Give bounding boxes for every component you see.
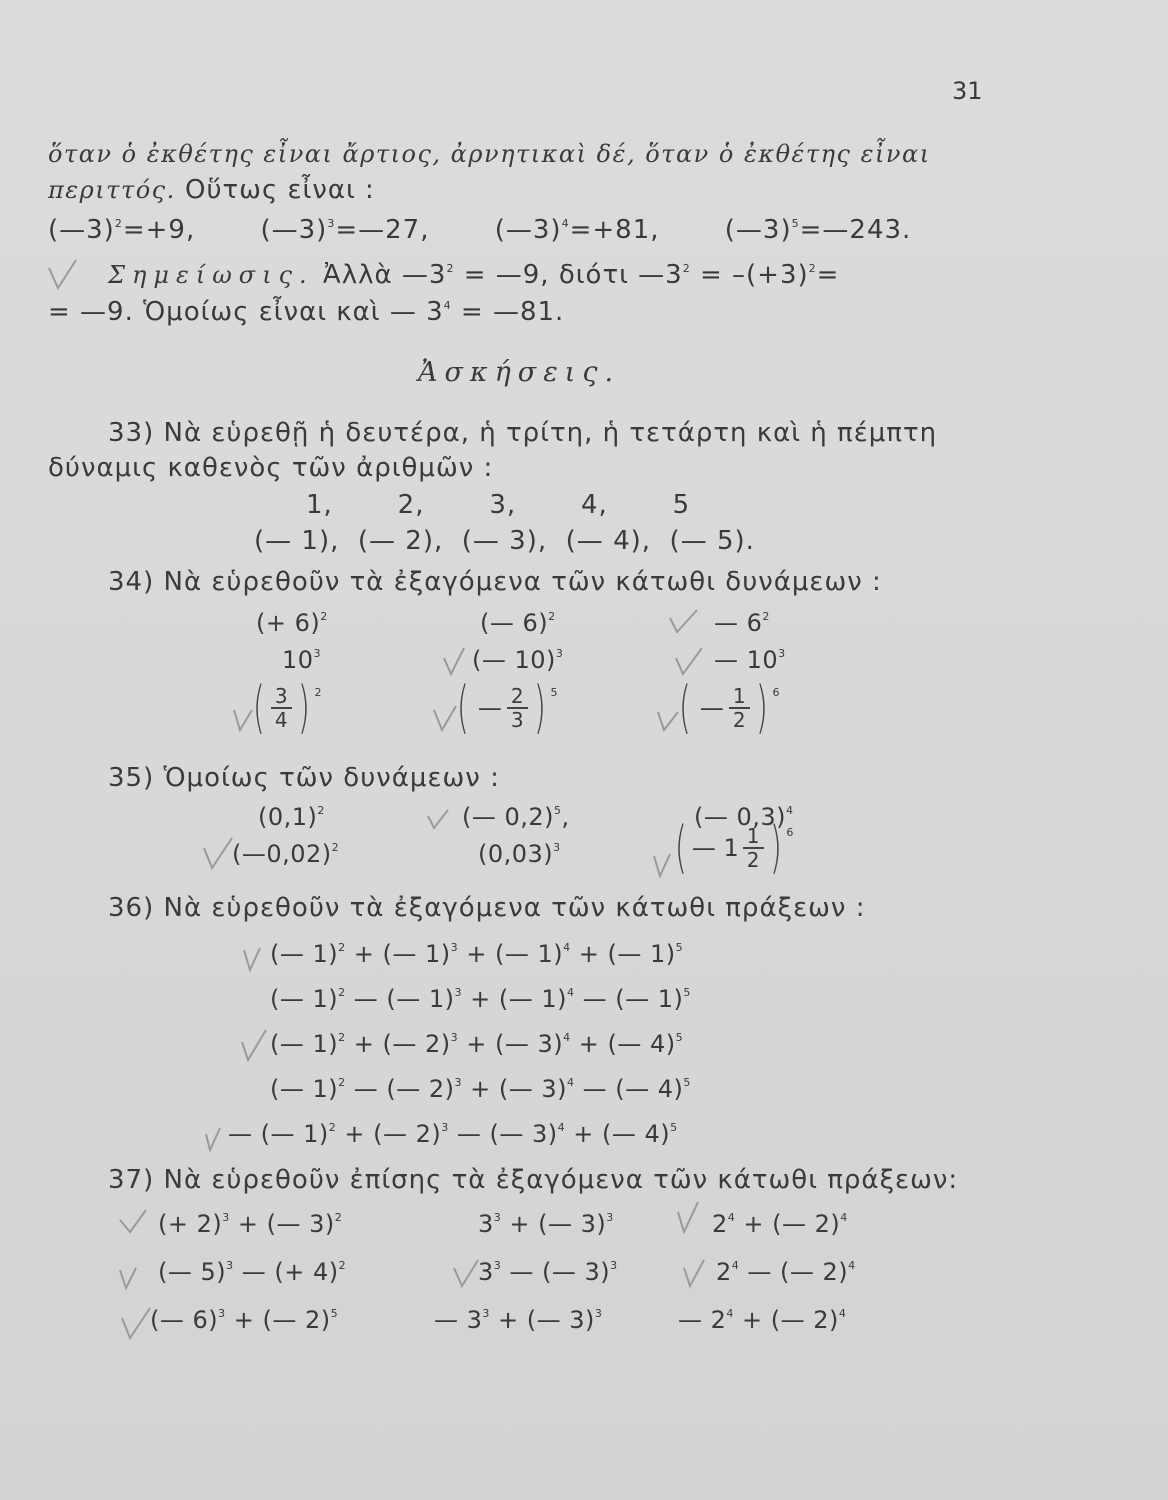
power-term: 3: [478, 1258, 494, 1286]
power-exp: 4: [727, 1211, 736, 1224]
note-exp: 4: [443, 299, 452, 312]
power-exp: 4: [848, 1259, 856, 1272]
numerator: 1: [743, 825, 764, 849]
power-exp: 2: [317, 804, 325, 817]
note-label: Σημείωσις.: [108, 261, 314, 289]
power-exp: 5: [550, 686, 558, 699]
right-paren: ): [769, 815, 782, 880]
power-exp: 3: [778, 647, 786, 660]
minus-sign: —: [699, 694, 724, 722]
ex33-line-1: 33) Νὰ εὑρεθῇ ἡ δευτέρα, ἡ τρίτη, ἡ τετάρτη καὶ ἡ πέμπτη: [108, 418, 938, 448]
power-exp: 2: [334, 1211, 343, 1224]
left-paren: (: [674, 815, 687, 880]
power-exp: 3: [610, 1259, 618, 1272]
power-term: — (— 1): [574, 985, 684, 1013]
pencil-check-icon: [672, 644, 706, 678]
power-base: (— 6): [480, 609, 549, 637]
pencil-check-icon: [666, 604, 700, 638]
power-exp: 4: [840, 1211, 848, 1224]
power-exp: 3: [555, 647, 564, 660]
ex37-expression: [478, 1258, 618, 1286]
numerator: 1: [729, 685, 750, 709]
page-number: 31: [952, 77, 983, 105]
power-term: (— 1): [270, 940, 339, 968]
power-term: 3: [478, 1210, 494, 1238]
power-exp: 5: [670, 1121, 678, 1134]
power-term: + (— 1): [345, 940, 451, 968]
power-term: + (— 1): [570, 940, 676, 968]
power-exp: 4: [563, 941, 571, 954]
power-exp: 3: [313, 647, 322, 660]
left-paren: (: [678, 675, 691, 740]
example-base: (—3): [260, 215, 328, 245]
power-term: + (— 3): [229, 1210, 335, 1238]
power-exp: 3: [218, 1307, 226, 1320]
note-line-2: [48, 297, 564, 327]
intro-examples: [48, 215, 911, 245]
power-exp: 4: [567, 986, 575, 999]
ex34-item: [714, 609, 770, 637]
power-base: 10: [282, 646, 314, 674]
note-text: = —9, διότι —3: [454, 260, 683, 290]
fraction-power: [452, 675, 558, 740]
power-exp: 5: [683, 1076, 691, 1089]
pencil-check-icon: [440, 644, 474, 678]
pencil-check-icon: [674, 1200, 708, 1234]
power-exp: 2: [762, 610, 770, 623]
note-text: Ἀλλὰ —3: [313, 260, 447, 290]
whole-part: — 1: [691, 834, 739, 862]
ex33-row-2: (— 1), (— 2), (— 3), (— 4), (— 5).: [254, 526, 755, 556]
fraction: [507, 685, 528, 731]
fraction: [271, 685, 292, 731]
example-result: =+81,: [569, 215, 660, 245]
power-term: (— 5): [158, 1258, 227, 1286]
fraction: [729, 685, 750, 731]
power-term: (— 1): [270, 985, 339, 1013]
power-term: + (— 3): [462, 1075, 568, 1103]
power-exp: 2: [328, 1121, 337, 1134]
ex35-item: [232, 840, 339, 868]
power-exp: 4: [731, 1259, 740, 1272]
power-base: — 10: [714, 646, 779, 674]
ex35-item: [258, 803, 325, 831]
power-exp: 3: [441, 1121, 449, 1134]
power-term: 2: [716, 1258, 732, 1286]
minus-sign: —: [477, 694, 502, 722]
power-term: 2: [712, 1210, 728, 1238]
note-text: =: [816, 260, 840, 290]
power-exp: 2: [338, 1076, 346, 1089]
power-term: + (— 4): [570, 1030, 676, 1058]
power-exp: 3: [450, 1031, 459, 1044]
power-term: + (— 1): [458, 940, 564, 968]
power-base: (— 10): [472, 646, 556, 674]
ex37-expression: [716, 1258, 856, 1286]
power-exp: 3: [493, 1211, 502, 1224]
ex34-item: [472, 646, 563, 674]
power-exp: 6: [786, 826, 794, 839]
denominator: 4: [274, 708, 288, 732]
example-1: [48, 215, 195, 245]
power-term: (+ 2): [158, 1210, 223, 1238]
numerator: 2: [507, 685, 528, 709]
intro-text: Οὕτως εἶναι :: [175, 175, 375, 205]
intro-italic-word: περιττός.: [48, 176, 176, 204]
pencil-check-icon: [116, 1206, 150, 1240]
ex37-expression: [158, 1210, 342, 1238]
punctuation: ,: [561, 803, 570, 831]
numerator: 3: [271, 685, 292, 709]
power-exp: 3: [450, 941, 459, 954]
power-term: — (— 3): [501, 1258, 611, 1286]
power-term: + (— 4): [565, 1120, 671, 1148]
power-term: + (— 3): [501, 1210, 607, 1238]
power-exp: 3: [222, 1211, 230, 1224]
ex34-item: [256, 609, 328, 637]
ex37-expression: [158, 1258, 346, 1286]
pencil-check-icon: [118, 1306, 152, 1340]
power-term: — (— 3): [448, 1120, 558, 1148]
intro-line-2: [48, 175, 375, 205]
ex36-expression: [228, 1120, 678, 1148]
power-term: — (— 1): [345, 985, 455, 1013]
power-term: + (— 3): [458, 1030, 564, 1058]
ex36-expression: [270, 940, 683, 968]
note-text: = —81.: [451, 297, 565, 327]
power-term: + (— 1): [462, 985, 568, 1013]
pencil-check-icon: [200, 836, 234, 870]
power-exp: 4: [838, 1307, 847, 1320]
note-text: = —9. Ὁμοίως εἶναι καὶ — 3: [48, 297, 444, 327]
power-base: (— 0,3): [694, 803, 787, 831]
note-exp: 2: [808, 262, 817, 275]
power-exp: 2: [548, 610, 556, 623]
denominator: 3: [510, 708, 524, 732]
power-exp: 4: [563, 1031, 571, 1044]
power-exp: 3: [454, 1076, 463, 1089]
ex37-expression: [478, 1210, 614, 1238]
fraction-power: [248, 675, 322, 740]
ex37-expression: [150, 1306, 338, 1334]
example-exp: 5: [791, 217, 800, 230]
power-exp: 3: [594, 1307, 603, 1320]
power-exp: 5: [683, 986, 691, 999]
right-paren: ): [533, 675, 546, 740]
denominator: 2: [746, 848, 760, 872]
ex35-heading: 35) Ὁμοίως τῶν δυνάμεων :: [108, 763, 500, 793]
power-base: (0,1): [258, 803, 318, 831]
ex37-heading: 37) Νὰ εὑρεθοῦν ἐπίσης τὰ ἐξαγόμενα τῶν κάτωθι πράξεων:: [108, 1165, 959, 1195]
power-term: (— 6): [150, 1306, 219, 1334]
example-base: (—3): [48, 215, 115, 245]
power-exp: 4: [786, 804, 794, 817]
power-exp: 2: [320, 610, 328, 623]
power-exp: 3: [553, 841, 561, 854]
pencil-check-icon: [422, 802, 456, 836]
note-line-1: [108, 260, 839, 290]
example-exp: 4: [561, 217, 570, 230]
power-term: + (— 2): [225, 1306, 331, 1334]
intro-line-1: ὅταν ὁ ἐκθέτης εἶναι ἄρτιος, ἀρνητικαὶ δέ, ὅταν ὁ ἐκθέτης εἶναι: [48, 140, 931, 168]
power-term: — (+ 4): [233, 1258, 339, 1286]
ex34-item: [282, 646, 321, 674]
power-term: — (— 2): [739, 1258, 849, 1286]
power-exp: 5: [554, 804, 562, 817]
ex33-row-1: 1, 2, 3, 4, 5: [306, 490, 691, 520]
ex35-item: [462, 803, 570, 831]
example-exp: 2: [114, 217, 123, 230]
right-paren: ): [297, 675, 310, 740]
power-exp: 3: [482, 1307, 490, 1320]
power-exp: 5: [675, 941, 684, 954]
fraction-power: [674, 675, 780, 740]
example-3: [495, 215, 660, 245]
power-base: — 6: [714, 609, 763, 637]
pencil-check-icon: [116, 1258, 150, 1292]
power-exp: 5: [330, 1307, 339, 1320]
power-exp: 6: [772, 686, 780, 699]
ex36-expression: [270, 1075, 691, 1103]
power-base: (+ 6): [256, 609, 321, 637]
ex37-expression: [434, 1306, 602, 1334]
ex35-item: [478, 840, 561, 868]
ex37-expression: [712, 1210, 848, 1238]
power-term: — (— 4): [574, 1075, 684, 1103]
denominator: 2: [732, 708, 746, 732]
power-base: (—0,02): [232, 840, 332, 868]
power-exp: 2: [338, 1031, 346, 1044]
fraction: [743, 825, 764, 871]
power-term: + (— 2): [733, 1306, 839, 1334]
pencil-check-icon: [46, 258, 80, 292]
example-result: =—27,: [335, 215, 430, 245]
power-term: — (— 1): [228, 1120, 329, 1148]
power-exp: 4: [726, 1307, 734, 1320]
ex36-expression: [270, 1030, 683, 1058]
ex34-item: [480, 609, 556, 637]
power-base: (— 0,2): [462, 803, 555, 831]
power-exp: 2: [331, 841, 340, 854]
power-exp: 4: [557, 1121, 566, 1134]
example-base: (—3): [494, 215, 562, 245]
ex34-heading: 34) Νὰ εὑρεθοῦν τὰ ἐξαγόμενα τῶν κάτωθι δυνάμεων :: [108, 567, 882, 597]
pencil-check-icon: [238, 940, 272, 974]
example-result: =+9,: [122, 215, 196, 245]
ex36-expression: [270, 985, 691, 1013]
left-paren: (: [456, 675, 469, 740]
power-exp: 2: [314, 686, 322, 699]
example-base: (—3): [724, 215, 792, 245]
example-result: =—243.: [799, 215, 912, 245]
ex33-line-2: δύναμις καθενὸς τῶν ἀριθμῶν :: [48, 453, 494, 483]
power-exp: 2: [338, 1259, 347, 1272]
power-exp: 4: [567, 1076, 575, 1089]
left-paren: (: [252, 675, 265, 740]
power-term: — 3: [434, 1306, 483, 1334]
power-term: + (— 3): [489, 1306, 595, 1334]
note-text: = –(+3): [690, 260, 809, 290]
power-exp: 2: [338, 986, 346, 999]
power-term: (— 1): [270, 1030, 339, 1058]
note-exp: 2: [446, 262, 455, 275]
ex34-item: [714, 646, 786, 674]
power-term: + (— 2): [735, 1210, 841, 1238]
power-exp: 5: [675, 1031, 684, 1044]
power-exp: 3: [454, 986, 463, 999]
power-exp: 3: [226, 1259, 234, 1272]
power-exp: 3: [606, 1211, 614, 1224]
power-term: — (— 2): [345, 1075, 455, 1103]
power-base: (0,03): [478, 840, 554, 868]
power-term: — 2: [678, 1306, 727, 1334]
example-2: [261, 215, 430, 245]
pencil-check-icon: [236, 1028, 270, 1062]
example-4: [725, 215, 912, 245]
ex37-expression: [678, 1306, 846, 1334]
power-term: + (— 2): [345, 1030, 451, 1058]
note-exp: 2: [682, 262, 691, 275]
pencil-check-icon: [680, 1256, 714, 1290]
power-exp: 2: [338, 941, 346, 954]
power-term: + (— 2): [336, 1120, 442, 1148]
ex36-heading: 36) Νὰ εὑρεθοῦν τὰ ἐξαγόμενα τῶν κάτωθι πράξεων :: [108, 893, 866, 923]
power-exp: 3: [493, 1259, 502, 1272]
example-exp: 3: [327, 217, 336, 230]
power-term: (— 1): [270, 1075, 339, 1103]
right-paren: ): [755, 675, 768, 740]
section-title: Ἀσκήσεις.: [418, 357, 621, 388]
